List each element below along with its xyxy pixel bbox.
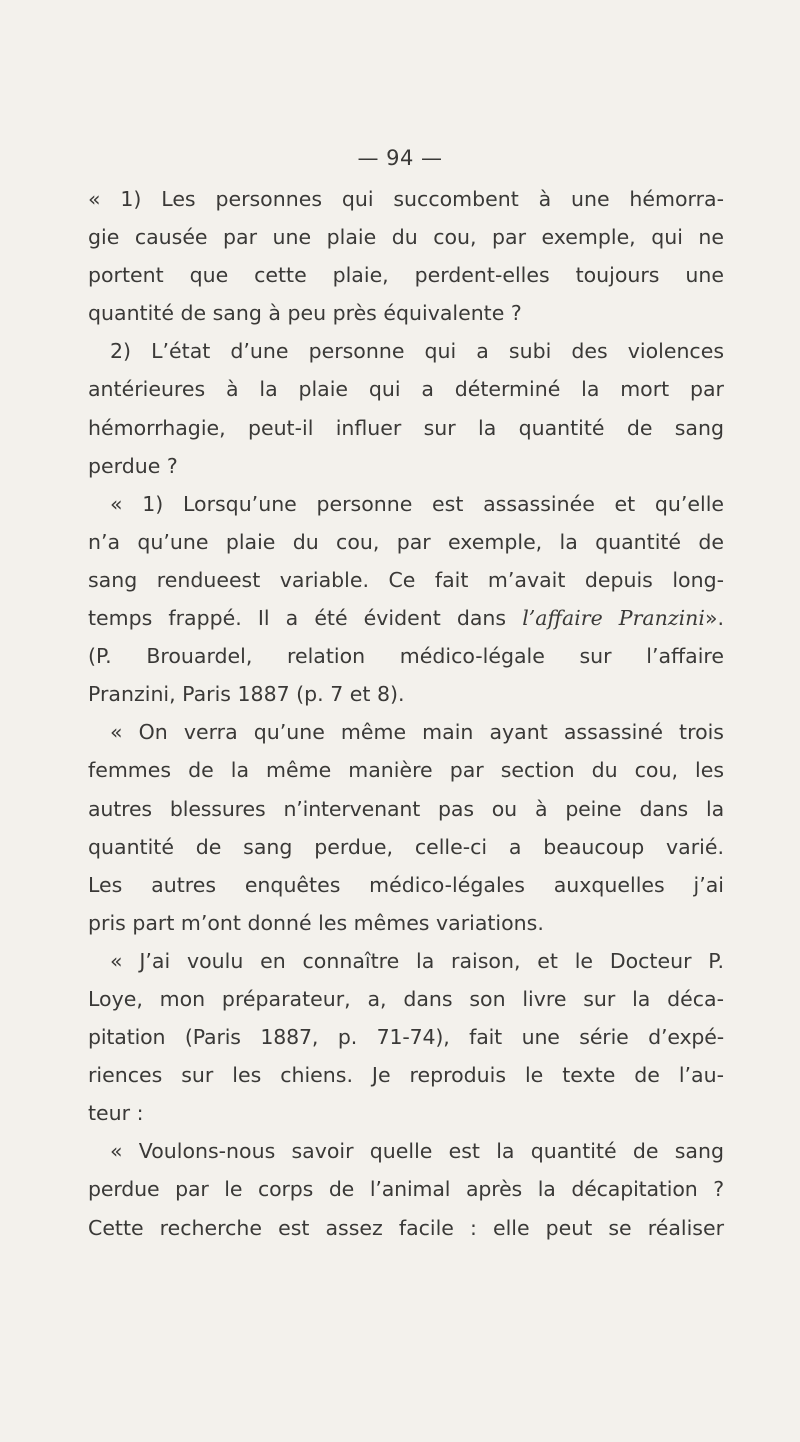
- text-line: « 1) Lorsqu’une personne est assassinée et qu’elle: [110, 491, 724, 516]
- text-segment: ».: [704, 606, 724, 631]
- body-text: [88, 180, 724, 1247]
- text-line: femmes de la même manière par section du cou, les: [88, 758, 724, 783]
- text-line: autres blessures n’intervenant pas ou à peine dans la: [88, 796, 724, 821]
- text-line: pris part m’ont donné les mêmes variations.: [88, 910, 544, 935]
- text-line: Les autres enquêtes médico-légales auxquelles j’ai: [88, 872, 724, 897]
- text-line: « 1) Les personnes qui succombent à une hémorra-: [88, 187, 724, 211]
- text-line: riences sur les chiens. Je reproduis le texte de l’au-: [88, 1063, 724, 1088]
- text-line: « J’ai voulu en connaître la raison, et le Docteur P.: [110, 948, 724, 973]
- text-line: « Voulons-nous savoir quelle est la quantité de sang: [110, 1139, 724, 1164]
- text-line: hémorrhagie, peut-il influer sur la quantité de sang: [88, 415, 724, 440]
- text-line: quantité de sang à peu près équivalente ?: [88, 301, 522, 326]
- text-segment: temps frappé. Il a été évident dans: [88, 606, 523, 631]
- text-line: 2) L’état d’une personne qui a subi des violences: [110, 339, 724, 364]
- text-line: antérieures à la plaie qui a déterminé la mort par: [88, 377, 724, 402]
- text-line: quantité de sang perdue, celle-ci a beaucoup varié.: [88, 834, 724, 859]
- text-line: perdue par le corps de l’animal après la décapitation ?: [88, 1177, 724, 1202]
- text-line: teur :: [88, 1101, 144, 1126]
- text-line: Cette recherche est assez facile : elle peut se réaliser: [88, 1215, 724, 1240]
- text-line: Loye, mon préparateur, a, dans son livre sur la déca-: [88, 986, 724, 1011]
- italic-title: l’affaire Pranzini: [522, 606, 705, 631]
- text-line: pitation (Paris 1887, p. 71-74), fait une série d’expé-: [88, 1025, 724, 1050]
- text-line: gie causée par une plaie du cou, par exemple, qui ne: [88, 225, 724, 250]
- text-line: n’a qu’une plaie du cou, par exemple, la quantité de: [88, 529, 724, 554]
- text-line: sang rendueest variable. Ce fait m’avait depuis long-: [88, 567, 724, 592]
- text-line: « On verra qu’une même main ayant assassiné trois: [110, 720, 724, 745]
- page-number: — 94 —: [357, 146, 443, 170]
- text-line: Pranzini, Paris 1887 (p. 7 et 8).: [88, 682, 405, 707]
- text-line: (P. Brouardel, relation médico-légale sur l’affaire: [88, 644, 724, 669]
- text-line: portent que cette plaie, perdent-elles toujours une: [88, 263, 724, 288]
- text-line: [88, 599, 724, 637]
- text-line: perdue ?: [88, 453, 178, 478]
